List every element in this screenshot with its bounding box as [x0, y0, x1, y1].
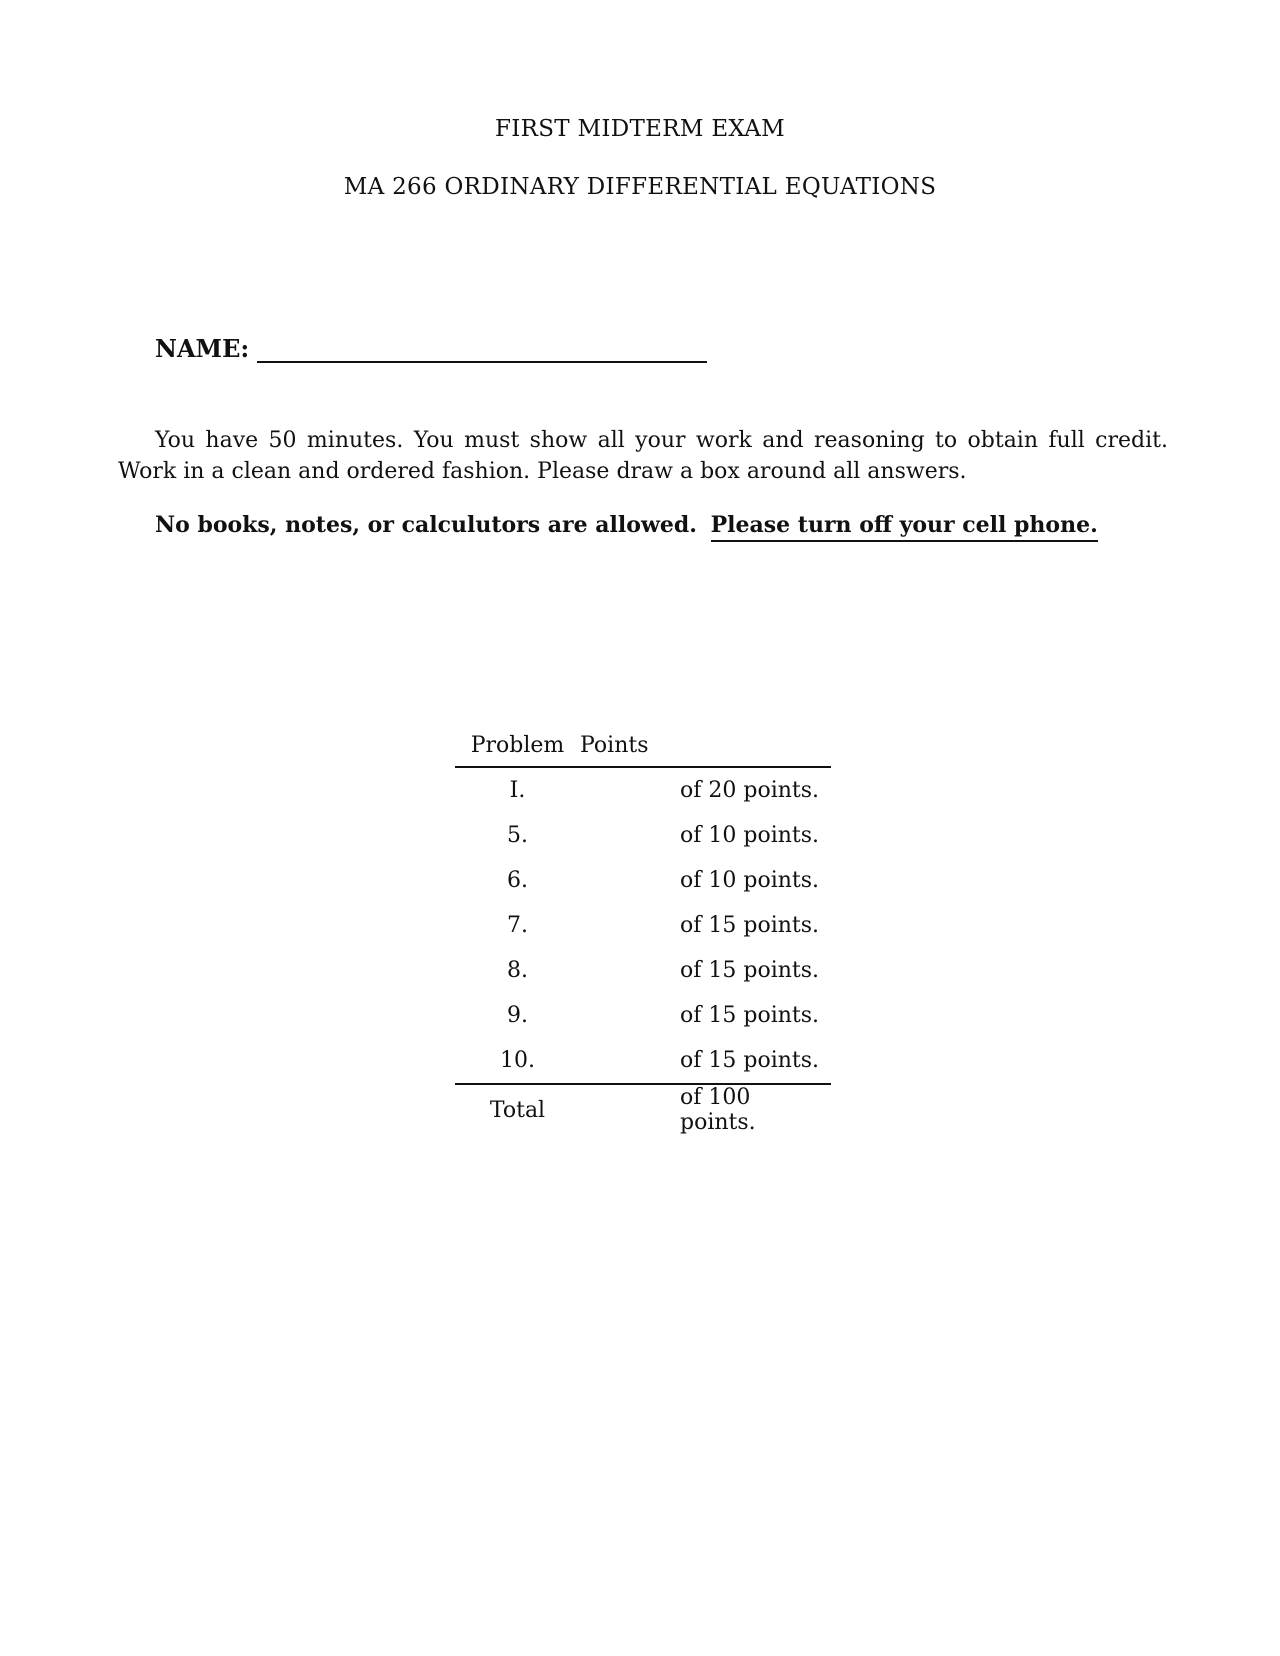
instructions-text: You have 50 minutes. You must show all your work and reasoning to obtain full credit. Work in a clean and ordered fashion. Please draw a box around all answers. — [118, 428, 1168, 484]
total-row — [455, 1084, 831, 1135]
table-row — [455, 903, 831, 948]
cell-phone-notice: Please turn off your cell phone. — [711, 512, 1098, 542]
table-row — [455, 993, 831, 1038]
max-points: of 15 points. — [680, 1048, 820, 1073]
name-label: NAME: — [155, 334, 250, 363]
score-table — [455, 724, 831, 1135]
problem-number: 9. — [507, 1003, 528, 1028]
problem-number: 10. — [500, 1048, 535, 1073]
problem-number: 6. — [507, 868, 528, 893]
max-points: of 20 points. — [680, 778, 820, 803]
max-points: of 15 points. — [680, 1003, 820, 1028]
name-row — [155, 334, 707, 363]
header-blank — [680, 724, 831, 767]
table-row — [455, 858, 831, 903]
name-blank-line[interactable] — [257, 335, 707, 363]
points-blank[interactable] — [580, 993, 680, 1038]
max-points: of 15 points. — [680, 958, 820, 983]
score-table-header-row — [455, 724, 831, 767]
points-blank[interactable] — [580, 948, 680, 993]
total-max-points: of 100 points. — [680, 1084, 831, 1135]
points-blank[interactable] — [580, 1038, 680, 1084]
max-points: of 10 points. — [680, 823, 820, 848]
no-materials-notice: No books, notes, or calculutors are allowed. — [155, 512, 697, 538]
points-blank[interactable] — [580, 903, 680, 948]
course-title: MA 266 ORDINARY DIFFERENTIAL EQUATIONS — [343, 174, 937, 200]
problem-number: 5. — [507, 823, 528, 848]
problem-number: 8. — [507, 958, 528, 983]
table-row — [455, 948, 831, 993]
header-points: Points — [580, 724, 680, 767]
table-row — [455, 813, 831, 858]
points-blank[interactable] — [580, 767, 680, 813]
exam-title: FIRST MIDTERM EXAM — [494, 116, 786, 142]
table-row — [455, 767, 831, 813]
points-blank[interactable] — [580, 858, 680, 903]
total-points-blank[interactable] — [580, 1084, 680, 1135]
max-points: of 15 points. — [680, 913, 820, 938]
table-row — [455, 1038, 831, 1084]
problem-number: I. — [509, 778, 526, 803]
total-label: Total — [455, 1084, 580, 1135]
max-points: of 10 points. — [680, 868, 820, 893]
problem-number: 7. — [507, 913, 528, 938]
warning-line — [155, 512, 1098, 538]
header-problem: Problem — [455, 724, 580, 767]
points-blank[interactable] — [580, 813, 680, 858]
